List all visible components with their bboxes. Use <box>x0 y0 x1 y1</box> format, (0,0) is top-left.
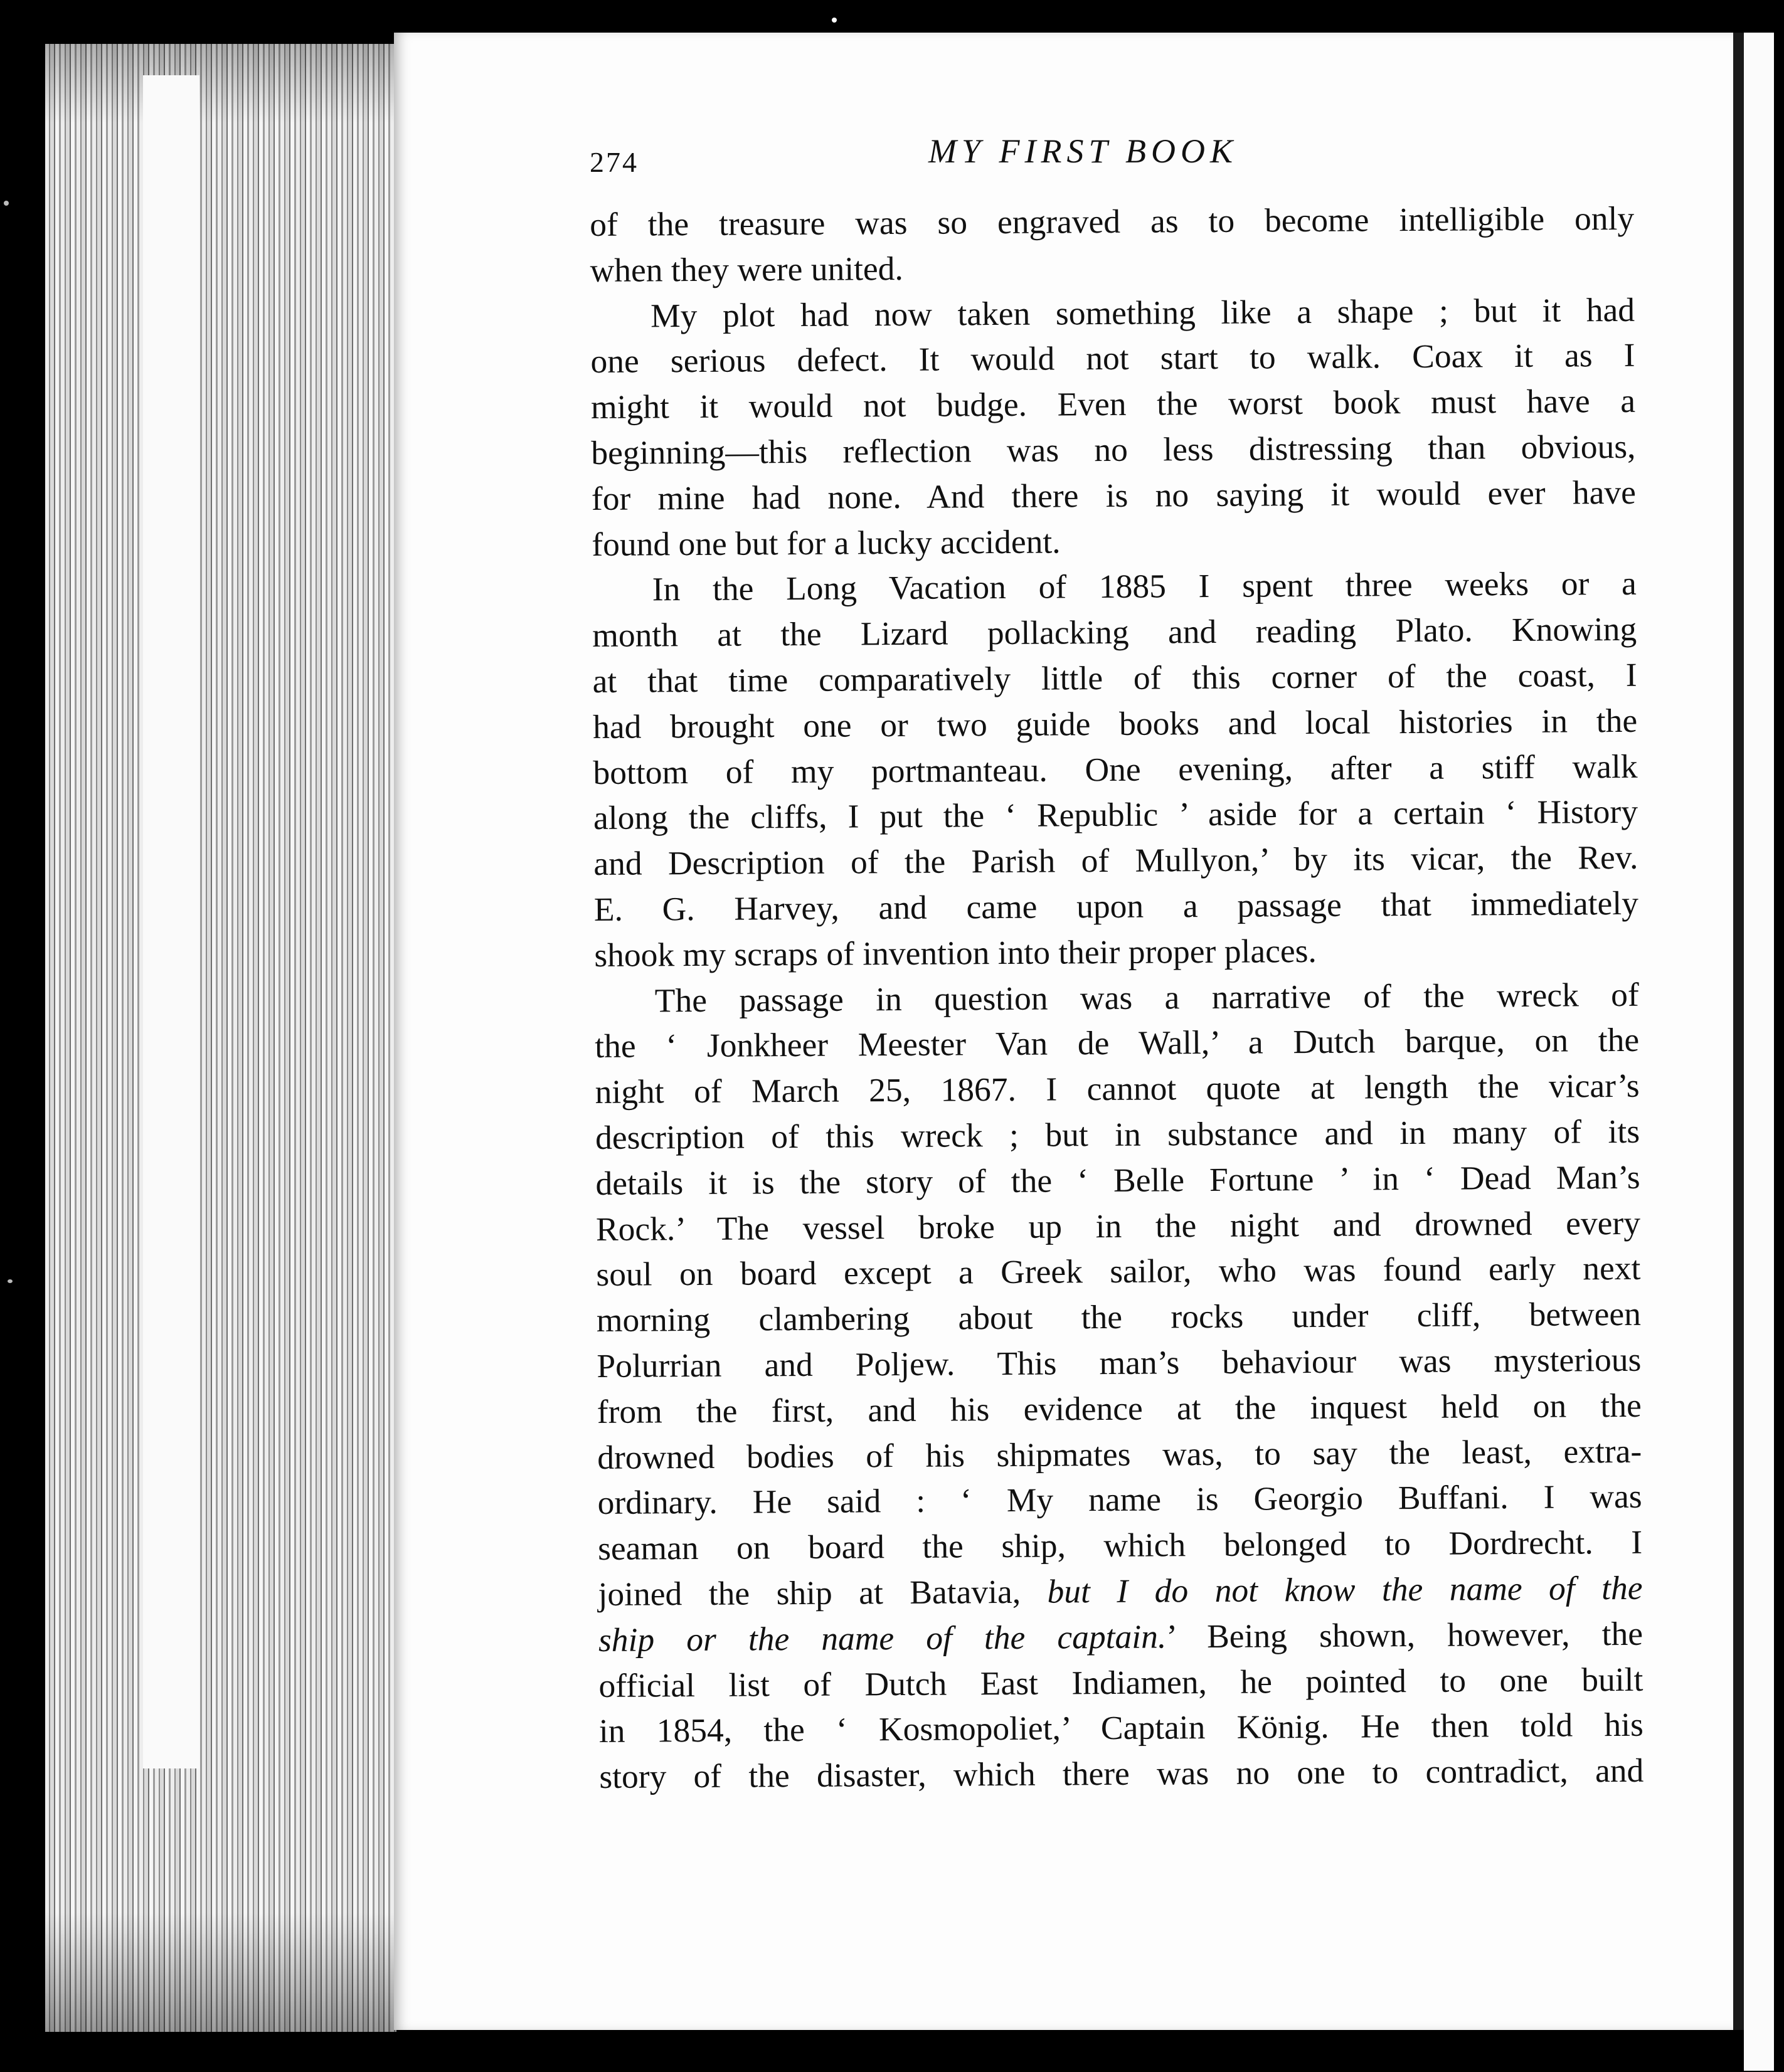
text-line: drowned bodies of his shipmates was, to say the least, extra- <box>597 1432 1642 1476</box>
text-line: along the cliffs, I put the ‘ Republic ’ aside for a certain ‘ History <box>593 793 1638 837</box>
text-line: found one but for a lucky accident. <box>592 522 1061 563</box>
text-line: and Description of the Parish of Mullyon,’ by its vicar, the Rev. <box>593 838 1638 883</box>
text-line: My plot had now taken something like a shape ; but it had <box>650 290 1635 335</box>
running-title: MY FIRST BOOK <box>928 132 1238 170</box>
text-line: Polurrian and Poljew. This man’s behaviour was mysterious <box>597 1340 1642 1385</box>
text-line: In the Long Vacation of 1885 I spent three weeks or a <box>652 564 1637 608</box>
text-line <box>598 1610 1643 1662</box>
text-line: seaman on board the ship, which belonged to Dordrecht. I <box>597 1523 1643 1568</box>
text-line: bottom of my portmanteau. One evening, after a stiff walk <box>593 747 1638 791</box>
text-line: soul on board except a Greek sailor, who was found early next <box>596 1249 1641 1294</box>
text-line <box>598 1565 1642 1617</box>
text-line: month at the Lizard pollacking and reading Plato. Knowing <box>592 610 1637 655</box>
text-line: beginning—this reflection was no less distressing than obvious, <box>591 427 1636 472</box>
text-line: ordinary. He said : ‘ My name is Georgio Buffani. I was <box>597 1477 1642 1522</box>
text-line: morning clambering about the rocks under cliff, between <box>596 1294 1642 1340</box>
text-line: night of March 25, 1867. I cannot quote at length the vicar’s <box>595 1066 1640 1111</box>
body-text <box>590 196 1644 1800</box>
text-line: Rock.’ The vessel broke up in the night and drowned every <box>595 1203 1641 1248</box>
scan-speck <box>832 18 837 23</box>
text-line: one serious defect. It would not start to walk. Coax it as I <box>590 336 1635 381</box>
italic-quote: ship or the name of the captain. <box>598 1617 1167 1659</box>
text-line: description of this wreck ; but in substance and in many of its <box>595 1112 1640 1156</box>
text-line: when they were united. <box>590 249 904 289</box>
text-line: from the first, and his evidence at the inquest held on the <box>597 1386 1642 1430</box>
text-line: details it is the story of the ‘ Belle Fortune ’ in ‘ Dead Man’s <box>595 1158 1640 1202</box>
text-run: joined the ship at Batavia, <box>598 1572 1048 1613</box>
scan-speck <box>4 201 9 206</box>
facing-page-edge <box>1744 33 1774 2071</box>
text-line: of the treasure was so engraved as to become intelligible only <box>590 199 1635 243</box>
text-line: story of the disaster, which there was no one to contradict, and <box>599 1751 1644 1796</box>
text-line: had brought one or two guide books and local histories in the <box>592 701 1638 746</box>
text-line: The passage in question was a narrative of the wreck of <box>654 975 1639 1019</box>
text-line: might it would not budge. Even the worst book must have a <box>590 382 1636 426</box>
scan-speck <box>8 1279 13 1283</box>
text-line: the ‘ Jonkheer Meester Van de Wall,’ a Dutch barque, on the <box>595 1021 1640 1065</box>
running-header <box>590 132 1637 182</box>
text-line: for mine had none. And there is no saying it would ever have <box>591 473 1637 517</box>
italic-quote: but I do not know the name of the <box>1047 1568 1643 1610</box>
text-line: E. G. Harvey, and came upon a passage that immediately <box>593 884 1639 928</box>
text-line: official list of Dutch East Indiamen, he pointed to one built <box>598 1660 1643 1705</box>
page-number: 274 <box>590 146 639 178</box>
page-edge-stack <box>45 44 396 2032</box>
text-line: at that time comparatively little of this corner of the coast, I <box>592 655 1637 700</box>
text-run: ’ Being shown, however, the <box>1166 1614 1643 1656</box>
text-line: in 1854, the ‘ Kosmopoliet,’ Captain König. He then told his <box>598 1706 1644 1750</box>
text-line: shook my scraps of invention into their proper places. <box>594 931 1317 974</box>
page-edge-highlight <box>143 75 199 1768</box>
gutter-shadow <box>1733 33 1745 2030</box>
